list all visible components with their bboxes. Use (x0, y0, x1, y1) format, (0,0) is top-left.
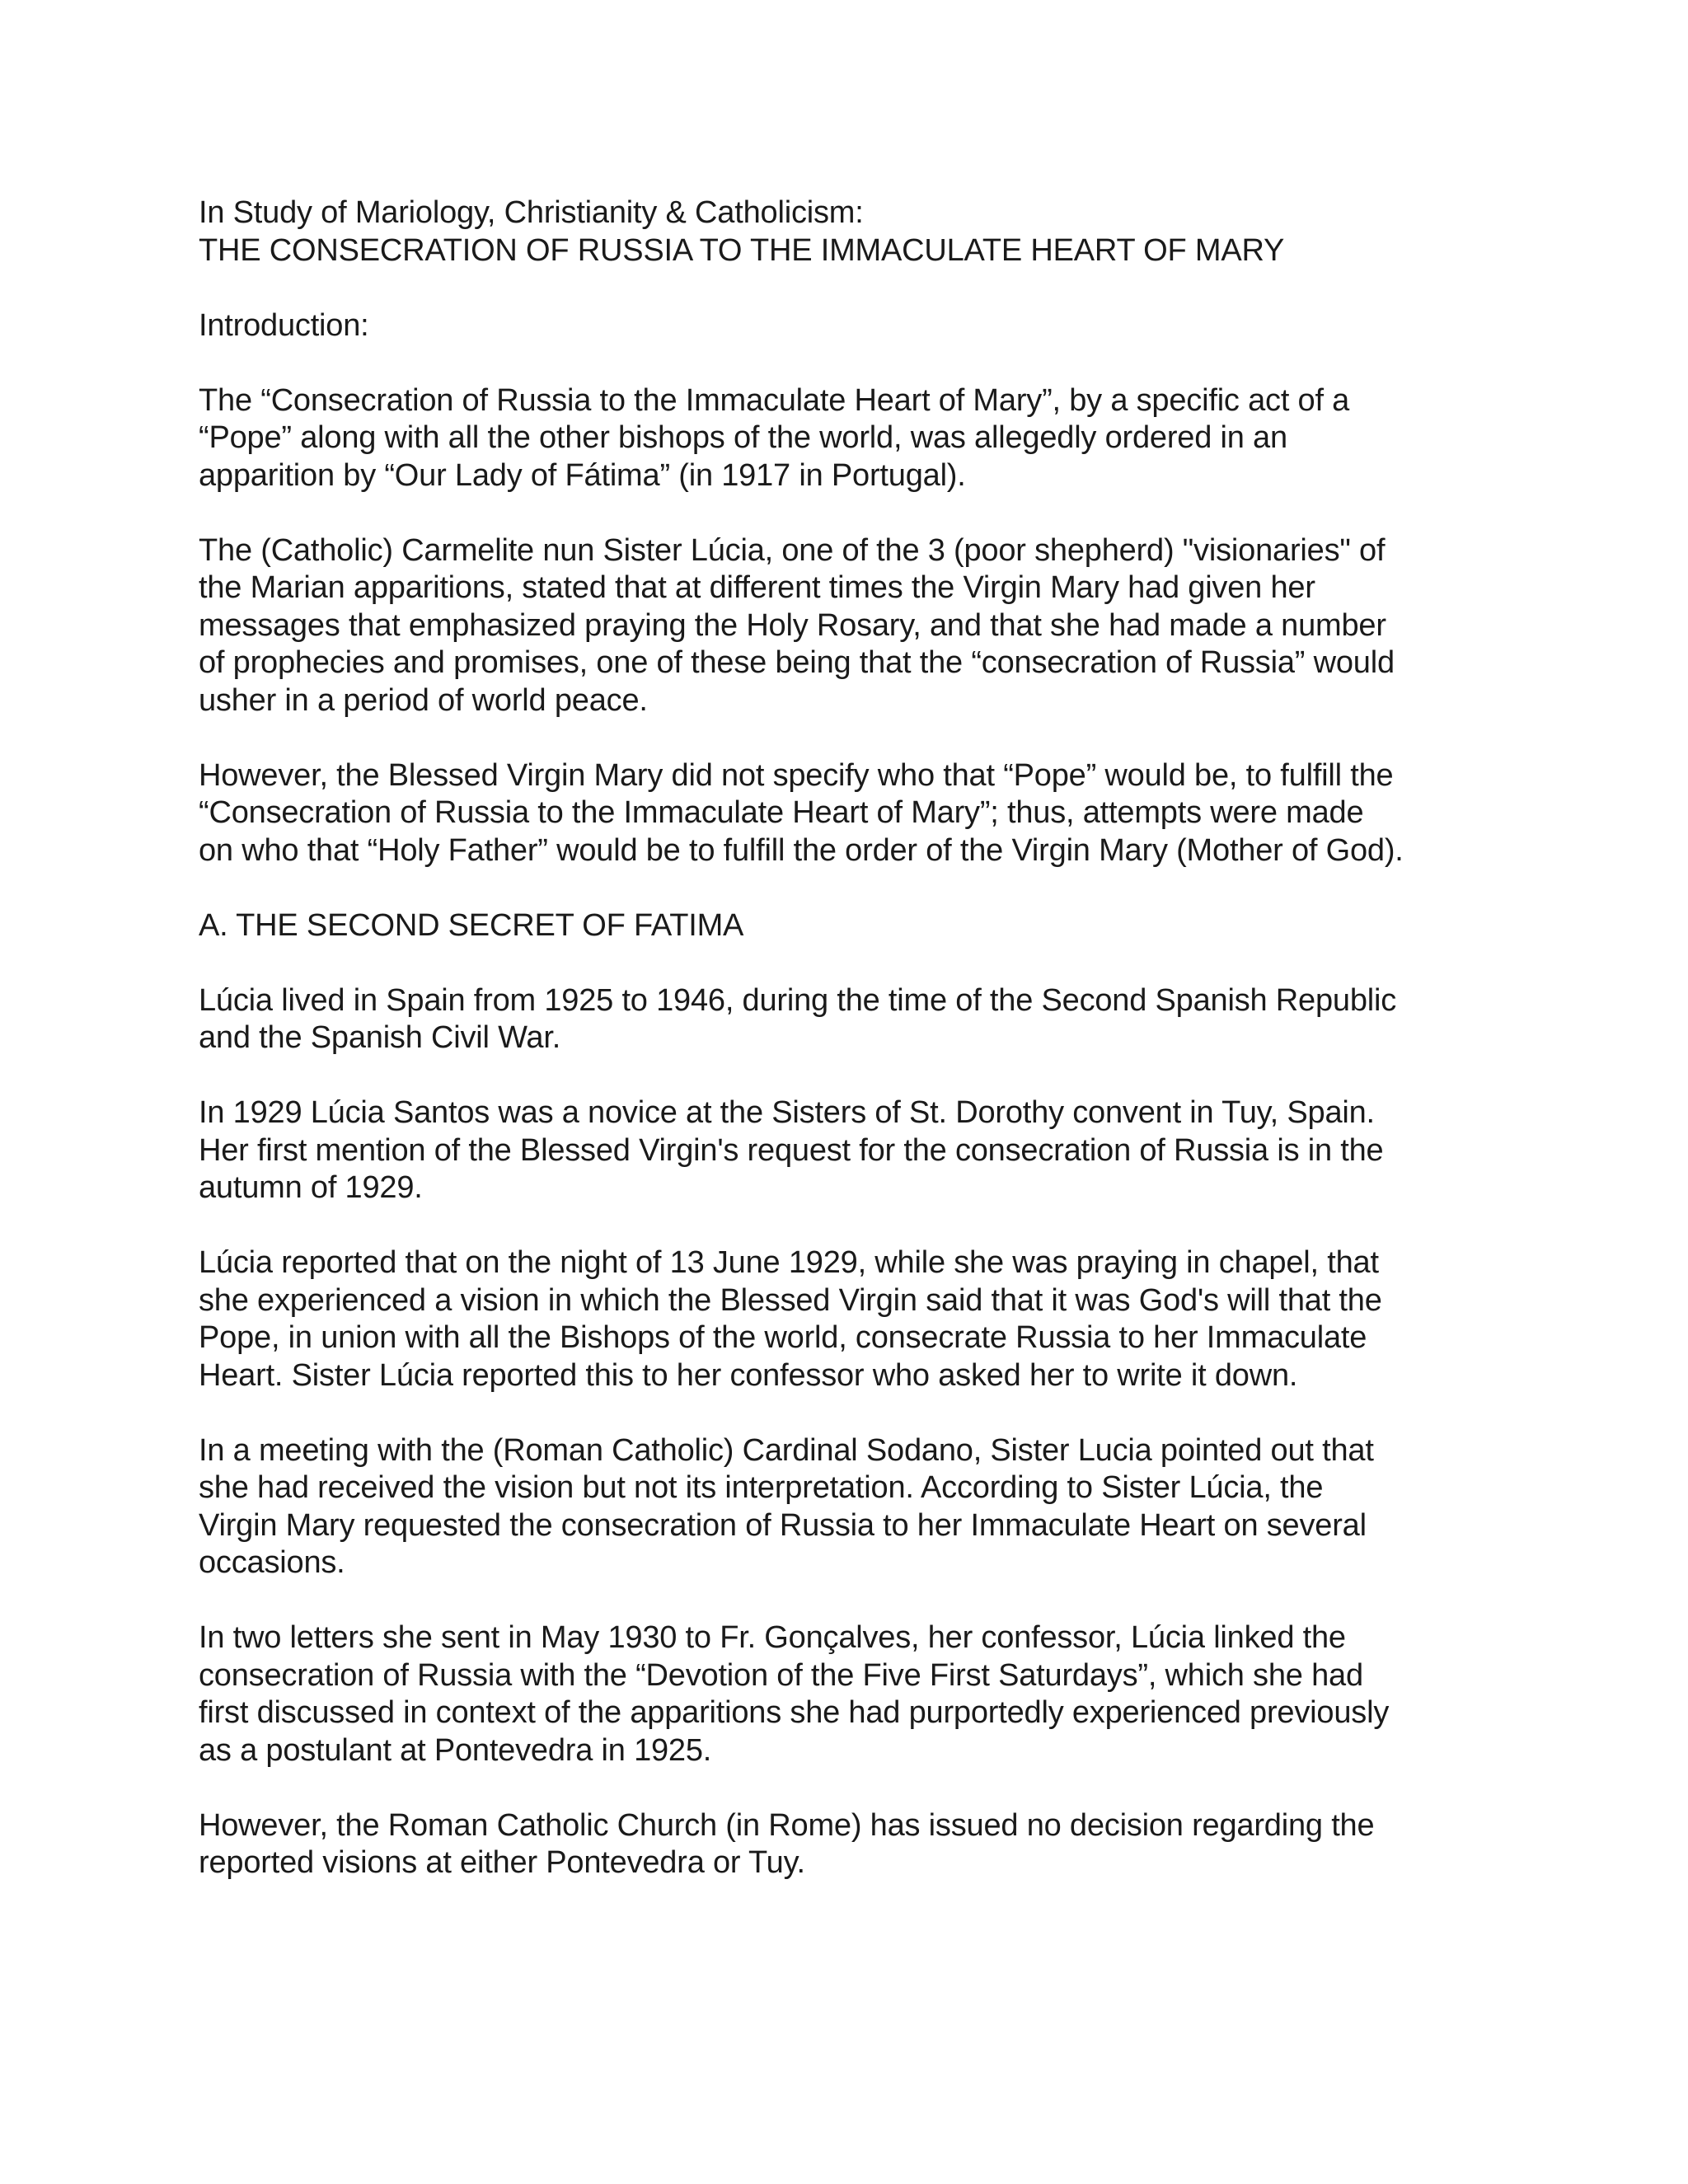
spacer (199, 944, 1501, 982)
document-body (199, 194, 1501, 1882)
paragraph-line: she experienced a vision in which the Blessed Virgin said that it was God's will that the (199, 1282, 1382, 1318)
paragraph-line: However, the Blessed Virgin Mary did not specify who that “Pope” would be, to fulfill the (199, 757, 1394, 793)
spacer (199, 494, 1501, 532)
paragraph-9 (199, 1807, 1501, 1882)
paragraph-line: and the Spanish Civil War. (199, 1020, 561, 1055)
paragraph-4 (199, 982, 1501, 1057)
paragraph-line: However, the Roman Catholic Church (in Rome) has issued no decision regarding the (199, 1807, 1375, 1843)
spacer (199, 869, 1501, 907)
paragraph-1 (199, 382, 1501, 495)
paragraph-line: Heart. Sister Lúcia reported this to her confessor who asked her to write it down. (199, 1357, 1298, 1393)
spacer (199, 1582, 1501, 1620)
paragraph-line: Virgin Mary requested the consecration of Russia to her Immaculate Heart on several (199, 1507, 1367, 1543)
paragraph-line: In two letters she sent in May 1930 to Fr. Gonçalves, her confessor, Lúcia linked the (199, 1620, 1346, 1655)
paragraph-line: “Pope” along with all the other bishops of the world, was allegedly ordered in an (199, 420, 1287, 455)
series-heading: In Study of Mariology, Christianity & Catholicism: (199, 195, 864, 230)
paragraph-line: occasions. (199, 1545, 345, 1580)
section-a-heading: A. THE SECOND SECRET OF FATIMA (199, 907, 744, 943)
spacer (199, 269, 1501, 307)
paragraph-line: of prophecies and promises, one of these being that the “consecration of Russia” would (199, 645, 1395, 680)
spacer (199, 344, 1501, 382)
paragraph-8 (199, 1619, 1501, 1769)
paragraph-line: consecration of Russia with the “Devotion of the Five First Saturdays”, which she had (199, 1657, 1363, 1693)
paragraph-line: on who that “Holy Father” would be to fulfill the order of the Virgin Mary (Mother of God). (199, 832, 1404, 868)
paragraph-3 (199, 757, 1501, 870)
spacer (199, 1769, 1501, 1807)
paragraph-line: Pope, in union with all the Bishops of the world, consecrate Russia to her Immaculate (199, 1320, 1367, 1355)
spacer (199, 719, 1501, 757)
paragraph-line: reported visions at either Pontevedra or Tuy. (199, 1845, 805, 1880)
paragraph-line: The (Catholic) Carmelite nun Sister Lúcia, one of the 3 (poor shepherd) "visionaries" of (199, 532, 1386, 568)
paragraph-line: Lúcia lived in Spain from 1925 to 1946, during the time of the Second Spanish Republic (199, 982, 1397, 1018)
spacer (199, 1057, 1501, 1095)
paragraph-line: the Marian apparitions, stated that at different times the Virgin Mary had given her (199, 570, 1315, 605)
spacer (199, 1394, 1501, 1432)
paragraph-line: as a postulant at Pontevedra in 1925. (199, 1732, 712, 1768)
paragraph-line: In a meeting with the (Roman Catholic) Cardinal Sodano, Sister Lucia pointed out that (199, 1432, 1374, 1468)
paragraph-line: apparition by “Our Lady of Fátima” (in 1917 in Portugal). (199, 457, 966, 493)
paragraph-line: Lúcia reported that on the night of 13 June 1929, while she was praying in chapel, that (199, 1245, 1379, 1280)
introduction-heading: Introduction: (199, 307, 369, 343)
paragraph-line: she had received the vision but not its interpretation. According to Sister Lúcia, the (199, 1470, 1324, 1505)
paragraph-7 (199, 1432, 1501, 1582)
paragraph-line: Her first mention of the Blessed Virgin's request for the consecration of Russia is in the (199, 1132, 1384, 1168)
paragraph-line: autumn of 1929. (199, 1170, 423, 1205)
paragraph-line: usher in a period of world peace. (199, 682, 648, 718)
spacer (199, 1207, 1501, 1245)
paragraph-2 (199, 532, 1501, 720)
paragraph-line: In 1929 Lúcia Santos was a novice at the Sisters of St. Dorothy convent in Tuy, Spain. (199, 1095, 1375, 1130)
paragraph-line: “Consecration of Russia to the Immaculate Heart of Mary”; thus, attempts were made (199, 795, 1364, 830)
paragraph-6 (199, 1244, 1501, 1394)
paragraph-line: first discussed in context of the apparitions she had purportedly experienced previously (199, 1695, 1390, 1730)
document-title: THE CONSECRATION OF RUSSIA TO THE IMMACULATE HEART OF MARY (199, 232, 1285, 268)
paragraph-line: The “Consecration of Russia to the Immaculate Heart of Mary”, by a specific act of a (199, 382, 1350, 418)
paragraph-5 (199, 1094, 1501, 1207)
paragraph-line: messages that emphasized praying the Holy Rosary, and that she had made a number (199, 607, 1386, 643)
